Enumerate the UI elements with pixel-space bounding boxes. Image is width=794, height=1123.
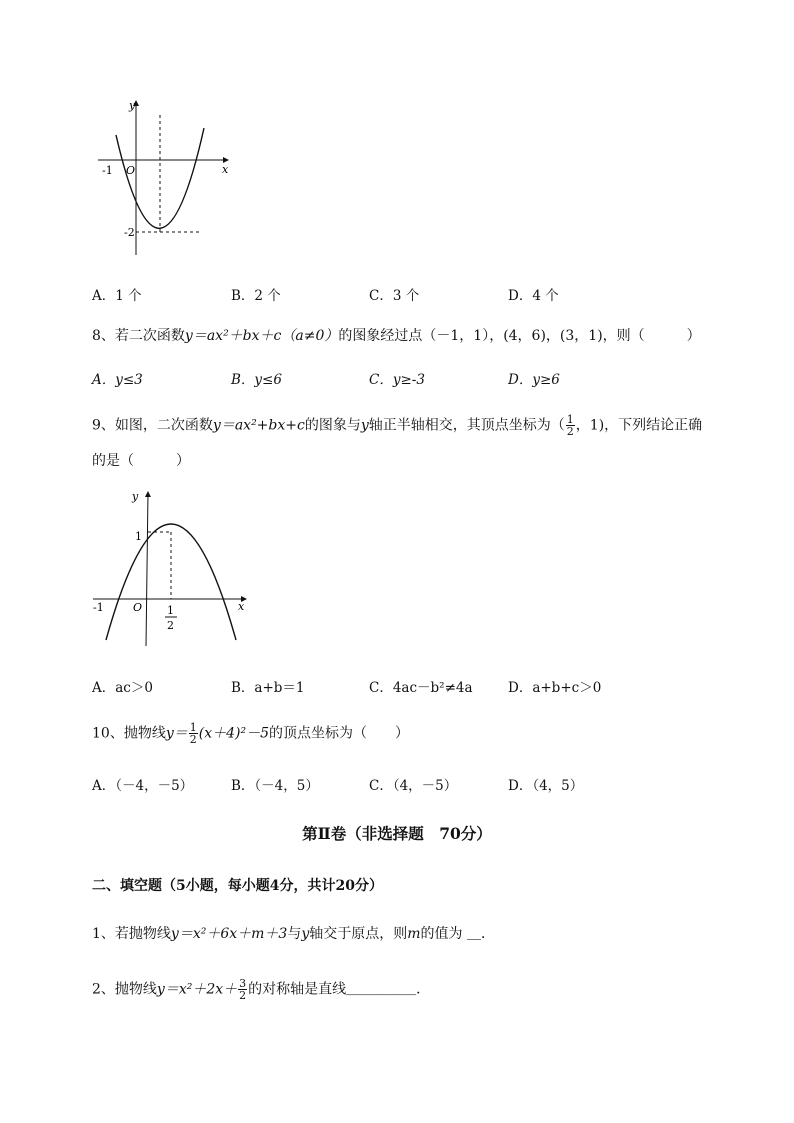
question-10 [92,722,409,745]
q10-option-a[interactable]: A．（－4，－5） [92,778,194,794]
tick-label-one: 1 [135,530,142,543]
q9-option-a[interactable] [92,676,153,696]
q8-option-c[interactable]: C．y≥-3 [369,372,425,388]
q9-frac-den: 2 [566,425,574,438]
q8-option-d[interactable]: D．y≥6 [508,372,560,388]
q8-function: y＝ax²＋bx＋c（a≠0） [184,328,339,344]
q10-fraction [189,722,198,745]
tick-label-half-den: 2 [167,619,174,632]
q7-option-c[interactable]: C．3 个 [369,288,420,304]
q7-option-b[interactable]: B．2 个 [231,288,281,304]
x-axis-label: x [238,600,245,613]
q9-option-c-text: C．4ac－b²≠4a [369,680,473,696]
q8-suffix: 的图象经过点（－1，1），(4，6)，(3，1)，则（ ） [338,328,701,344]
q7-option-d[interactable]: D．4 个 [508,288,559,304]
q9-frac-num: 1 [566,413,574,426]
y-axis [146,492,148,646]
tick-label-neg-one: -1 [102,164,113,177]
q9-mid: 的图象与 [304,417,361,434]
f1-y-var: y [301,926,310,942]
q9-suffix: ，1)，下列结论正确 [575,417,703,434]
q9-option-b[interactable] [231,676,305,696]
q8-option-a[interactable]: A．y≤3 [92,372,143,388]
f2-suffix: 的对称轴是直线＿＿＿＿＿． [248,981,431,998]
q9-option-d-text: D．a+b+c＞0 [508,680,602,696]
f2-prefix: 2、抛物线 [92,981,157,998]
f1-mid: 与 [287,926,302,942]
origin-label: O [133,601,143,614]
q10-frac-den: 2 [189,733,197,746]
q9-function: y＝ax²+bx+c [212,417,305,434]
q9-mid2: 轴正半轴相交，其顶点坐标为（ [368,417,565,434]
f1-mid2: 轴交于原点，则 [309,926,408,942]
q7-option-a[interactable]: A．1 个 [92,288,142,304]
origin-label: O [126,164,136,177]
parabola-graph-1 [90,95,240,260]
y-axis-label: y [129,99,136,112]
q9-option-a-text: A．ac＞0 [92,680,153,696]
q10-option-b[interactable]: B．（－4，5） [231,778,319,794]
q9-prefix: 9、如图，二次函数 [92,417,213,434]
fill-question-2 [92,978,430,1001]
tick-label-half-num: 1 [167,604,174,617]
tick-label-neg-two: -2 [124,226,135,239]
question-9-line-1 [92,414,702,437]
x-axis-label: x [222,163,229,176]
q8-option-b[interactable]: B．y≤6 [231,372,282,388]
q10-option-c[interactable]: C．（4，－5） [369,778,458,794]
q9-option-b-text: B．a+b＝1 [231,680,305,696]
parabola-graph-2 [88,488,253,653]
f2-function: y＝x²＋2x＋ [156,981,238,998]
q9-option-d[interactable] [508,676,601,696]
tick-label-neg-one: -1 [93,601,104,614]
f1-suffix: 的值为 ＿． [420,926,495,942]
q10-option-d[interactable]: D．（4，5） [508,778,584,794]
f1-m-var: m [407,926,421,942]
q10-frac-num: 1 [189,721,197,734]
q9-y-var: y [360,417,369,434]
f1-function: y＝x²＋6x＋m＋3 [170,926,288,942]
q10-tail: (x＋4)²－5 [198,725,269,742]
y-axis-label: y [132,490,139,503]
f2-frac-num: 3 [239,977,247,990]
q9-option-c[interactable] [369,676,473,696]
q10-prefix: 10、抛物线 [92,725,166,742]
question-9-line-2: 的是（ ） [92,453,190,469]
section-2-heading: 二、填空题（5小题，每小题4分，共计20分） [92,878,383,894]
f2-fraction [238,978,247,1001]
question-8 [92,325,701,345]
section-title: 第Ⅱ卷（非选择题 70分） [302,824,492,843]
q10-y-eq: y＝ [165,725,188,742]
q9-vertex-fraction [566,414,575,437]
fill-question-1 [92,923,495,943]
q8-prefix: 8、若二次函数 [92,328,185,344]
f2-frac-den: 2 [239,989,247,1002]
f1-prefix: 1、若抛物线 [92,926,171,942]
q10-suffix: 的顶点坐标为（ ） [269,725,409,742]
